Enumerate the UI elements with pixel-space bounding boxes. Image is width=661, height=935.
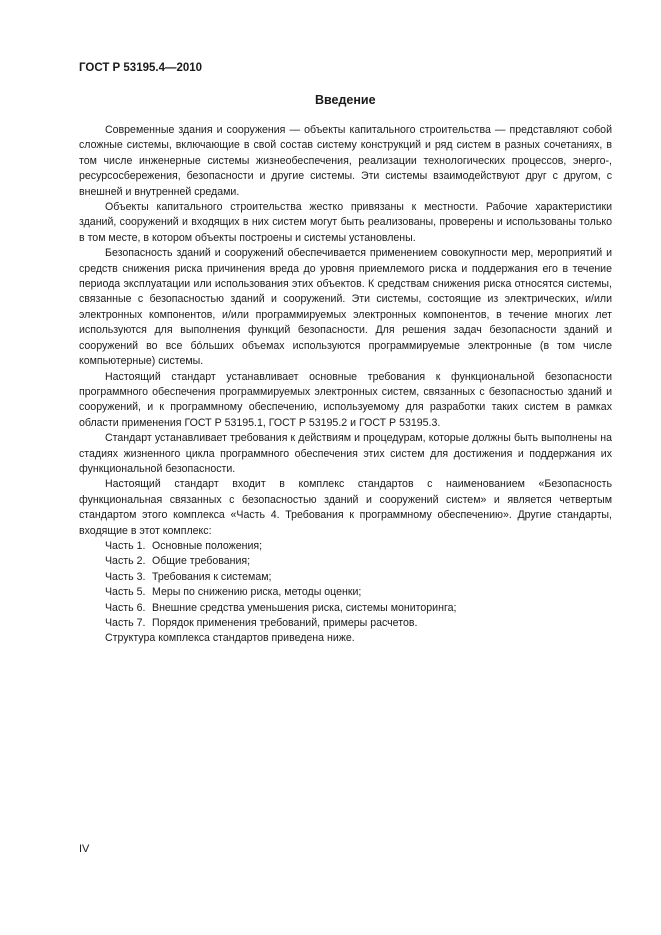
- list-item: [79, 554, 612, 569]
- part-label: Часть 7.: [105, 617, 146, 629]
- closing-paragraph: Структура комплекса стандартов приведена ниже.: [105, 632, 355, 645]
- list-item: [79, 539, 612, 554]
- paragraph: Настоящий стандарт устанавливает основные требования к функциональной безопасности программного обеспечения программируемых электронных систем, связанных с безопасностью зданий и сооружений, и к программному обеспечению, используемому для разработки таких систем в рамках области применения ГОСТ Р 53195.1, ГОСТ Р 53195.2 и ГОСТ Р 53195.3.: [79, 370, 612, 429]
- part-text: Общие требования;: [152, 555, 251, 568]
- part-text: Внешние средства уменьшения риска, системы мониторинга;: [152, 601, 457, 614]
- list-item: [79, 585, 612, 600]
- part-text: Порядок применения требований, примеры расчетов.: [152, 617, 418, 629]
- paragraph: Безопасность зданий и сооружений обеспечивается применением совокупности мер, мероприятий и средств снижения риска причинения вреда до уровня приемлемого риска и поддержания его в течение периода эксплуатации или использования этих объектов. К средствам снижения риска относятся системы, связанные с безопасностью зданий и сооружений. Эти системы, состоящие из электрических, и/или электронных компонентов, и/или программируемых электронных компонентов, в течение многих лет используются для выполнения функций безопасности. Для решения задач безопасности зданий и сооружений во все бóльших объемах используются программируемые электронные (в том числе компьютерные) системы.: [79, 247, 612, 368]
- standard-header: ГОСТ Р 53195.4—2010: [79, 62, 203, 74]
- part-text: Основные положения;: [152, 539, 263, 552]
- part-label: Часть 2.: [105, 555, 146, 568]
- part-label: Часть 3.: [105, 570, 146, 583]
- part-label: Часть 6.: [105, 601, 146, 614]
- paragraph: Настоящий стандарт входит в комплекс стандартов с наименованием «Безопасность функциональная связанных с безопасностью зданий и сооружений систем» и является четвертым стандартом этого комплекса «Часть 4. Требования к программному обеспечению». Другие стандарты, входящие в этот комплекс:: [79, 478, 612, 537]
- section-title-text: Введение: [315, 93, 376, 107]
- parts-list: [79, 539, 612, 631]
- document-body: [79, 123, 612, 647]
- list-item: [79, 616, 612, 631]
- list-item: [79, 601, 612, 616]
- part-text: Меры по снижению риска, методы оценки;: [152, 586, 362, 599]
- part-label: Часть 5.: [105, 586, 146, 599]
- part-text: Требования к системам;: [152, 570, 272, 583]
- paragraph: Объекты капитального строительства жестко привязаны к местности. Рабочие характеристики зданий, сооружений и входящих в них систем могут быть реализованы, проверены и использованы только в том месте, в котором объекты построены и системы установлены.: [79, 201, 612, 244]
- paragraph: Стандарт устанавливает требования к действиям и процедурам, которые должны быть выполнены на стадиях жизненного цикла программного обеспечения этих систем для достижения и поддержания их функциональной безопасности.: [79, 432, 612, 475]
- part-label: Часть 1.: [105, 539, 146, 552]
- paragraph: Современные здания и сооружения — объекты капитального строительства — представляют собой сложные системы, включающие в свой состав систему конструкций и ряд систем в разных сочетаниях, в том числе инженерные системы жизнеобеспечения, реализации технологических процессов, энерго-, ресурсосбережения, безопасности и другие системы. Эти системы взаимодействуют друг с другом, с внешней и внутренней средами.: [79, 124, 612, 198]
- list-item: [79, 570, 612, 585]
- page-number: IV: [79, 843, 90, 855]
